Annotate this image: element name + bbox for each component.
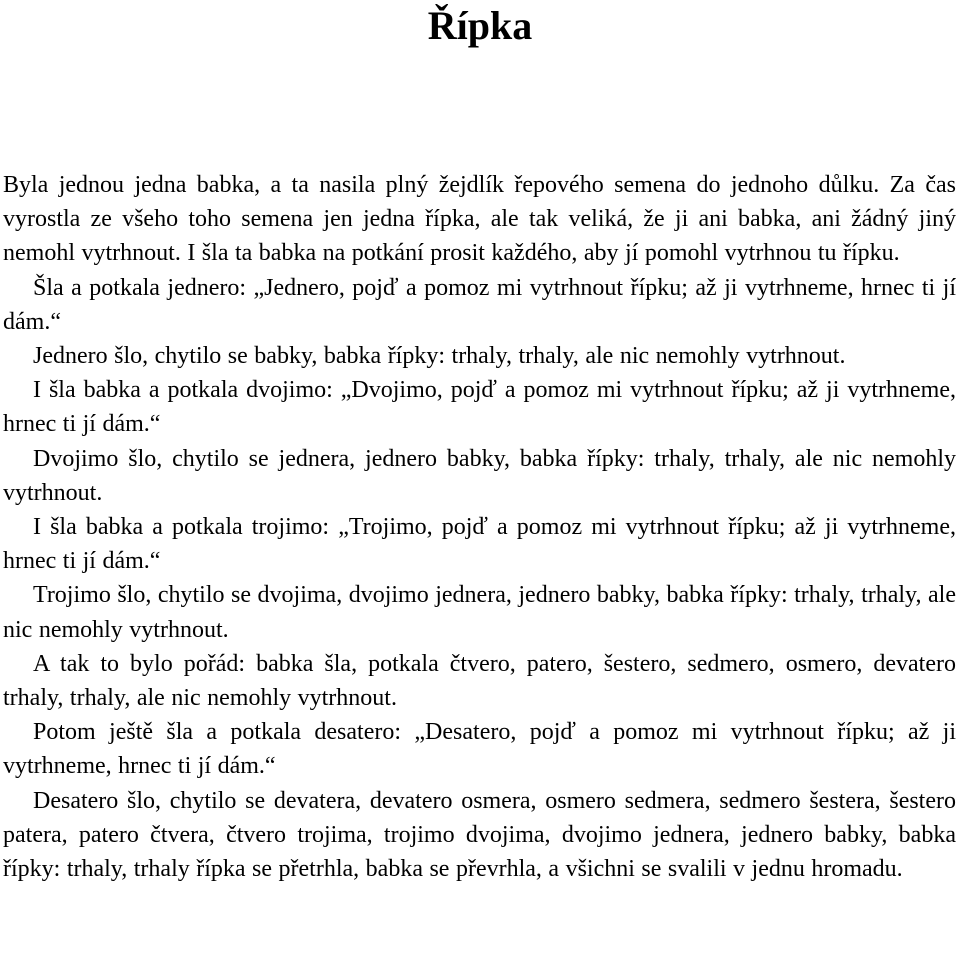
page-title: Řípka [427, 3, 533, 48]
paragraph: Trojimo šlo, chytilo se dvojima, dvojimo jednera, jednero babky, babka řípky: trhaly, trhaly, ale nic nemohly vytrhnout. [3, 582, 956, 643]
paragraph: I šla babka a potkala dvojimo: „Dvojimo, pojď a pomoz mi vytrhnout řípku; až ji vytrhneme, hrnec ti jí dám.“ [3, 377, 956, 438]
paragraph-ending: Desatero šlo, chytilo se devatera, devatero osmera, osmero sedmera, sedmero šestera, šestero patera, patero čtvera, čtvero trojima, trojimo dvojima, dvojimo jednera, jednero babky, babka řípky: trhaly, trhaly řípka se přetrhla, babka se převrhla, a všichni se svalili v jednu hromadu. [3, 787, 956, 883]
paragraph: Jednero šlo, chytilo se babky, babka řípky: trhaly, trhaly, ale nic nemohly vytrhnout. [33, 343, 846, 370]
paragraph: Šla a potkala jednero: „Jednero, pojď a pomoz mi vytrhnout řípku; až ji vytrhneme, hrnec ti jí dám.“ [3, 274, 956, 335]
paragraph-intro: Byla jednou jedna babka, a ta nasila plný žejdlík řepového semena do jednoho důlku. Za čas vyrostla ze všeho toho semena jen jedna řípka, ale tak veliká, že ji ani babka, ani žádný jiný nemohl vytrhnout. I šla ta babka na potkání prosit každého, aby jí pomohl vytrhnou tu řípku. [3, 172, 956, 267]
paragraph: Potom ještě šla a potkala desatero: „Desatero, pojď a pomoz mi vytrhnout řípku; až ji vytrhneme, hrnec ti jí dám.“ [3, 719, 956, 780]
story-body [3, 168, 956, 886]
paragraph: A tak to bylo pořád: babka šla, potkala čtvero, patero, šestero, sedmero, osmero, devatero trhaly, trhaly, ale nic nemohly vytrhnout. [3, 650, 956, 712]
paragraph: I šla babka a potkala trojimo: „Trojimo, pojď a pomoz mi vytrhnout řípku; až ji vytrhneme, hrnec ti jí dám.“ [3, 514, 956, 575]
paragraph: Dvojimo šlo, chytilo se jednera, jednero babky, babka řípky: trhaly, trhaly, ale nic nemohly vytrhnout. [3, 445, 956, 506]
